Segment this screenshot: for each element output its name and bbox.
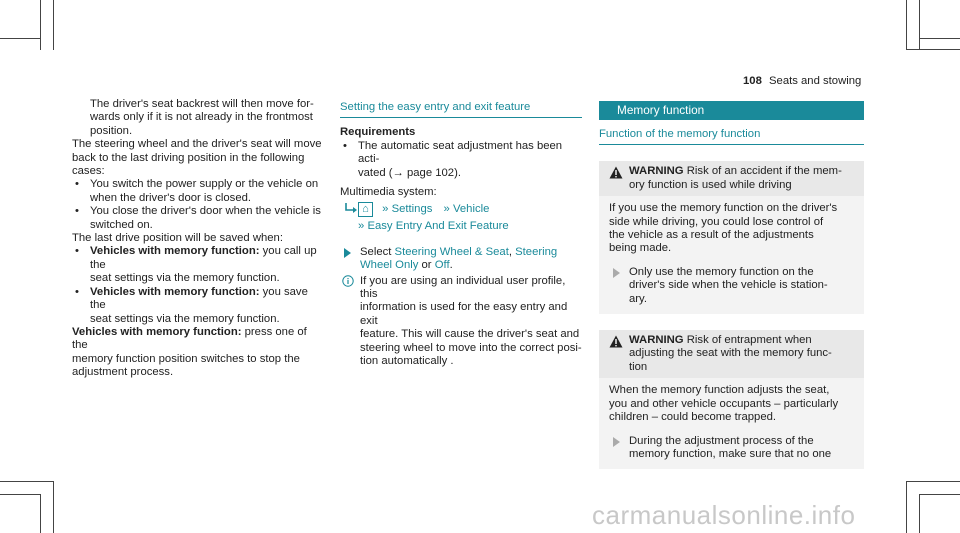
text-line: you and other vehicle occupants – particularly: [609, 397, 839, 410]
bullet-item: [72, 245, 324, 285]
text-line: side while driving, you could lose control of: [609, 215, 824, 228]
text-span: Select: [360, 245, 395, 258]
warning-label: WARNING: [629, 334, 684, 347]
crop-mark: [906, 481, 907, 533]
text-span: Risk of entrapment when: [683, 334, 812, 347]
crop-mark: [0, 481, 54, 482]
text-line: feature. This will cause the driver's seat and: [360, 328, 580, 341]
column-left: [72, 98, 324, 380]
text-line: tion automatically .: [360, 355, 454, 368]
crop-mark: [919, 494, 920, 533]
menu-easy-entry[interactable]: Easy Entry And Exit Feature: [367, 220, 509, 233]
double-chevron-icon: »: [382, 203, 389, 216]
option-off[interactable]: Off: [434, 259, 450, 272]
paragraph: The last drive position will be saved when:: [72, 232, 283, 245]
action-arrow-icon: [613, 268, 620, 278]
home-icon[interactable]: ⌂: [358, 202, 373, 217]
crop-mark: [40, 0, 41, 50]
option-steering-wheel-only[interactable]: Steering: [515, 245, 558, 258]
menu-settings[interactable]: Settings: [391, 203, 433, 216]
bold-label: Vehicles with memory function:: [90, 285, 260, 298]
double-chevron-icon: »: [358, 220, 365, 233]
text-line: the vehicle as a result of the adjustments: [609, 229, 814, 242]
action-arrow-icon: [613, 437, 620, 447]
text-line: vated (→ page 102).: [358, 166, 461, 179]
text-span: ,: [508, 245, 516, 258]
text-span: you call up the: [90, 245, 317, 271]
section-title: Seats and stowing: [769, 75, 862, 87]
text-line: The driver's seat backrest will then move for-: [90, 98, 314, 110]
text-line: When the memory function adjusts the seat,: [609, 384, 830, 397]
crop-mark: [906, 49, 960, 50]
warning-header: [599, 161, 864, 196]
text-line: During the adjustment process of the: [629, 434, 814, 447]
text-line: wards only if it is not already in the frontmost: [90, 111, 313, 124]
option-steering-wheel-only[interactable]: Wheel Only: [360, 259, 419, 272]
action-arrow-icon: [344, 248, 351, 258]
text-line: [360, 246, 582, 259]
crop-mark: [919, 494, 960, 495]
text-line: [90, 245, 324, 272]
crop-mark: [0, 38, 40, 39]
action-item: [609, 266, 852, 306]
text-line: switched on.: [90, 218, 153, 231]
warning-label: WARNING: [629, 165, 684, 178]
crop-mark: [53, 49, 54, 50]
text-line: seat settings via the memory function.: [90, 312, 280, 325]
bullet-item: [72, 205, 324, 232]
requirements-title: Requirements: [340, 126, 416, 139]
text-line: The steering wheel and the driver's seat will move: [72, 138, 322, 151]
text-line: • You switch the power supply or the vehicle on: [90, 178, 319, 191]
warning-body: [599, 378, 864, 469]
action-item: [340, 246, 582, 273]
text-line: seat settings via the memory function.: [90, 272, 280, 285]
text-line: memory function, make sure that no one: [629, 447, 832, 460]
text-line: • You close the driver's door when the vehicle is: [90, 205, 321, 218]
text-line: ary.: [629, 292, 647, 305]
warning-box: [599, 330, 864, 469]
text-line: cases:: [72, 165, 105, 178]
text-line: • The automatic seat adjustment has been acti-: [358, 139, 563, 166]
text-line: children – could become trapped.: [609, 411, 777, 424]
text-line: information is used for the easy entry and exit: [360, 301, 568, 327]
paragraph: [72, 326, 324, 380]
column-right: [599, 101, 864, 469]
paragraph: [72, 138, 324, 178]
text-span: you save the: [90, 285, 308, 312]
text-line: steering wheel to move into the correct posi-: [360, 341, 582, 354]
crop-mark: [906, 0, 907, 50]
text-span: Risk of an accident if the mem-: [683, 165, 842, 178]
crop-mark: [906, 481, 960, 482]
text-line: when the driver's door is closed.: [90, 191, 252, 204]
text-line: [360, 259, 582, 272]
text-line: adjustment process.: [72, 366, 174, 379]
crop-mark: [0, 494, 40, 495]
page-number: 108: [743, 75, 762, 87]
section-heading: Setting the easy entry and exit feature: [340, 101, 582, 118]
crop-mark: [53, 481, 54, 533]
text-line: ory function is used while driving: [629, 178, 792, 191]
menu-arrow-icon: [344, 203, 358, 215]
text-line: position.: [90, 124, 133, 137]
page-header: [743, 75, 861, 88]
action-item: [609, 435, 852, 462]
warning-body: [599, 196, 864, 314]
text-line: [90, 286, 324, 313]
text-line: back to the last driving position in the following: [72, 151, 305, 164]
bold-label: Vehicles with memory function:: [72, 325, 242, 338]
text-line: If you use the memory function on the driver's: [609, 202, 838, 215]
bold-label: Vehicles with memory function:: [90, 245, 260, 258]
text-line: being made.: [609, 242, 672, 255]
info-icon: [342, 275, 354, 287]
text-line: [72, 326, 324, 353]
warning-text: [609, 165, 854, 178]
text-line: memory function position switches to stop the: [72, 352, 300, 365]
text-line: driver's side when the vehicle is station-: [629, 279, 828, 292]
option-steering-wheel-seat[interactable]: Steering Wheel & Seat: [394, 245, 509, 258]
double-chevron-icon: »: [443, 203, 450, 216]
warning-triangle-icon: [609, 166, 623, 179]
menu-path: [340, 202, 582, 233]
text-span: .: [449, 259, 453, 272]
continued-text: [72, 98, 324, 138]
text-span: or: [418, 259, 435, 272]
crop-mark: [40, 494, 41, 533]
text-span: press one of the: [72, 325, 307, 352]
crop-mark: [919, 38, 960, 39]
chapter-bar: Memory function: [599, 101, 864, 120]
multimedia-label: Multimedia system:: [340, 186, 437, 199]
crop-mark: [53, 0, 54, 50]
crop-mark: [919, 0, 920, 50]
text-line: tion: [629, 360, 648, 373]
column-middle: [340, 101, 582, 369]
text-line: Only use the memory function on the: [629, 265, 814, 278]
info-note: [340, 275, 582, 369]
text-line: adjusting the seat with the memory func-: [629, 347, 832, 360]
bullet-item: [72, 178, 324, 205]
watermark: carmanualsonline.info: [592, 500, 856, 530]
warning-text: [609, 334, 854, 347]
bullet-item: [340, 140, 582, 180]
text-line: If you are using an individual user profile, this: [360, 274, 566, 301]
menu-vehicle[interactable]: Vehicle: [452, 203, 490, 216]
warning-triangle-icon: [609, 335, 623, 348]
section-heading: Function of the memory function: [599, 128, 864, 145]
warning-box: [599, 161, 864, 314]
warning-header: [599, 330, 864, 378]
bullet-item: [72, 286, 324, 326]
